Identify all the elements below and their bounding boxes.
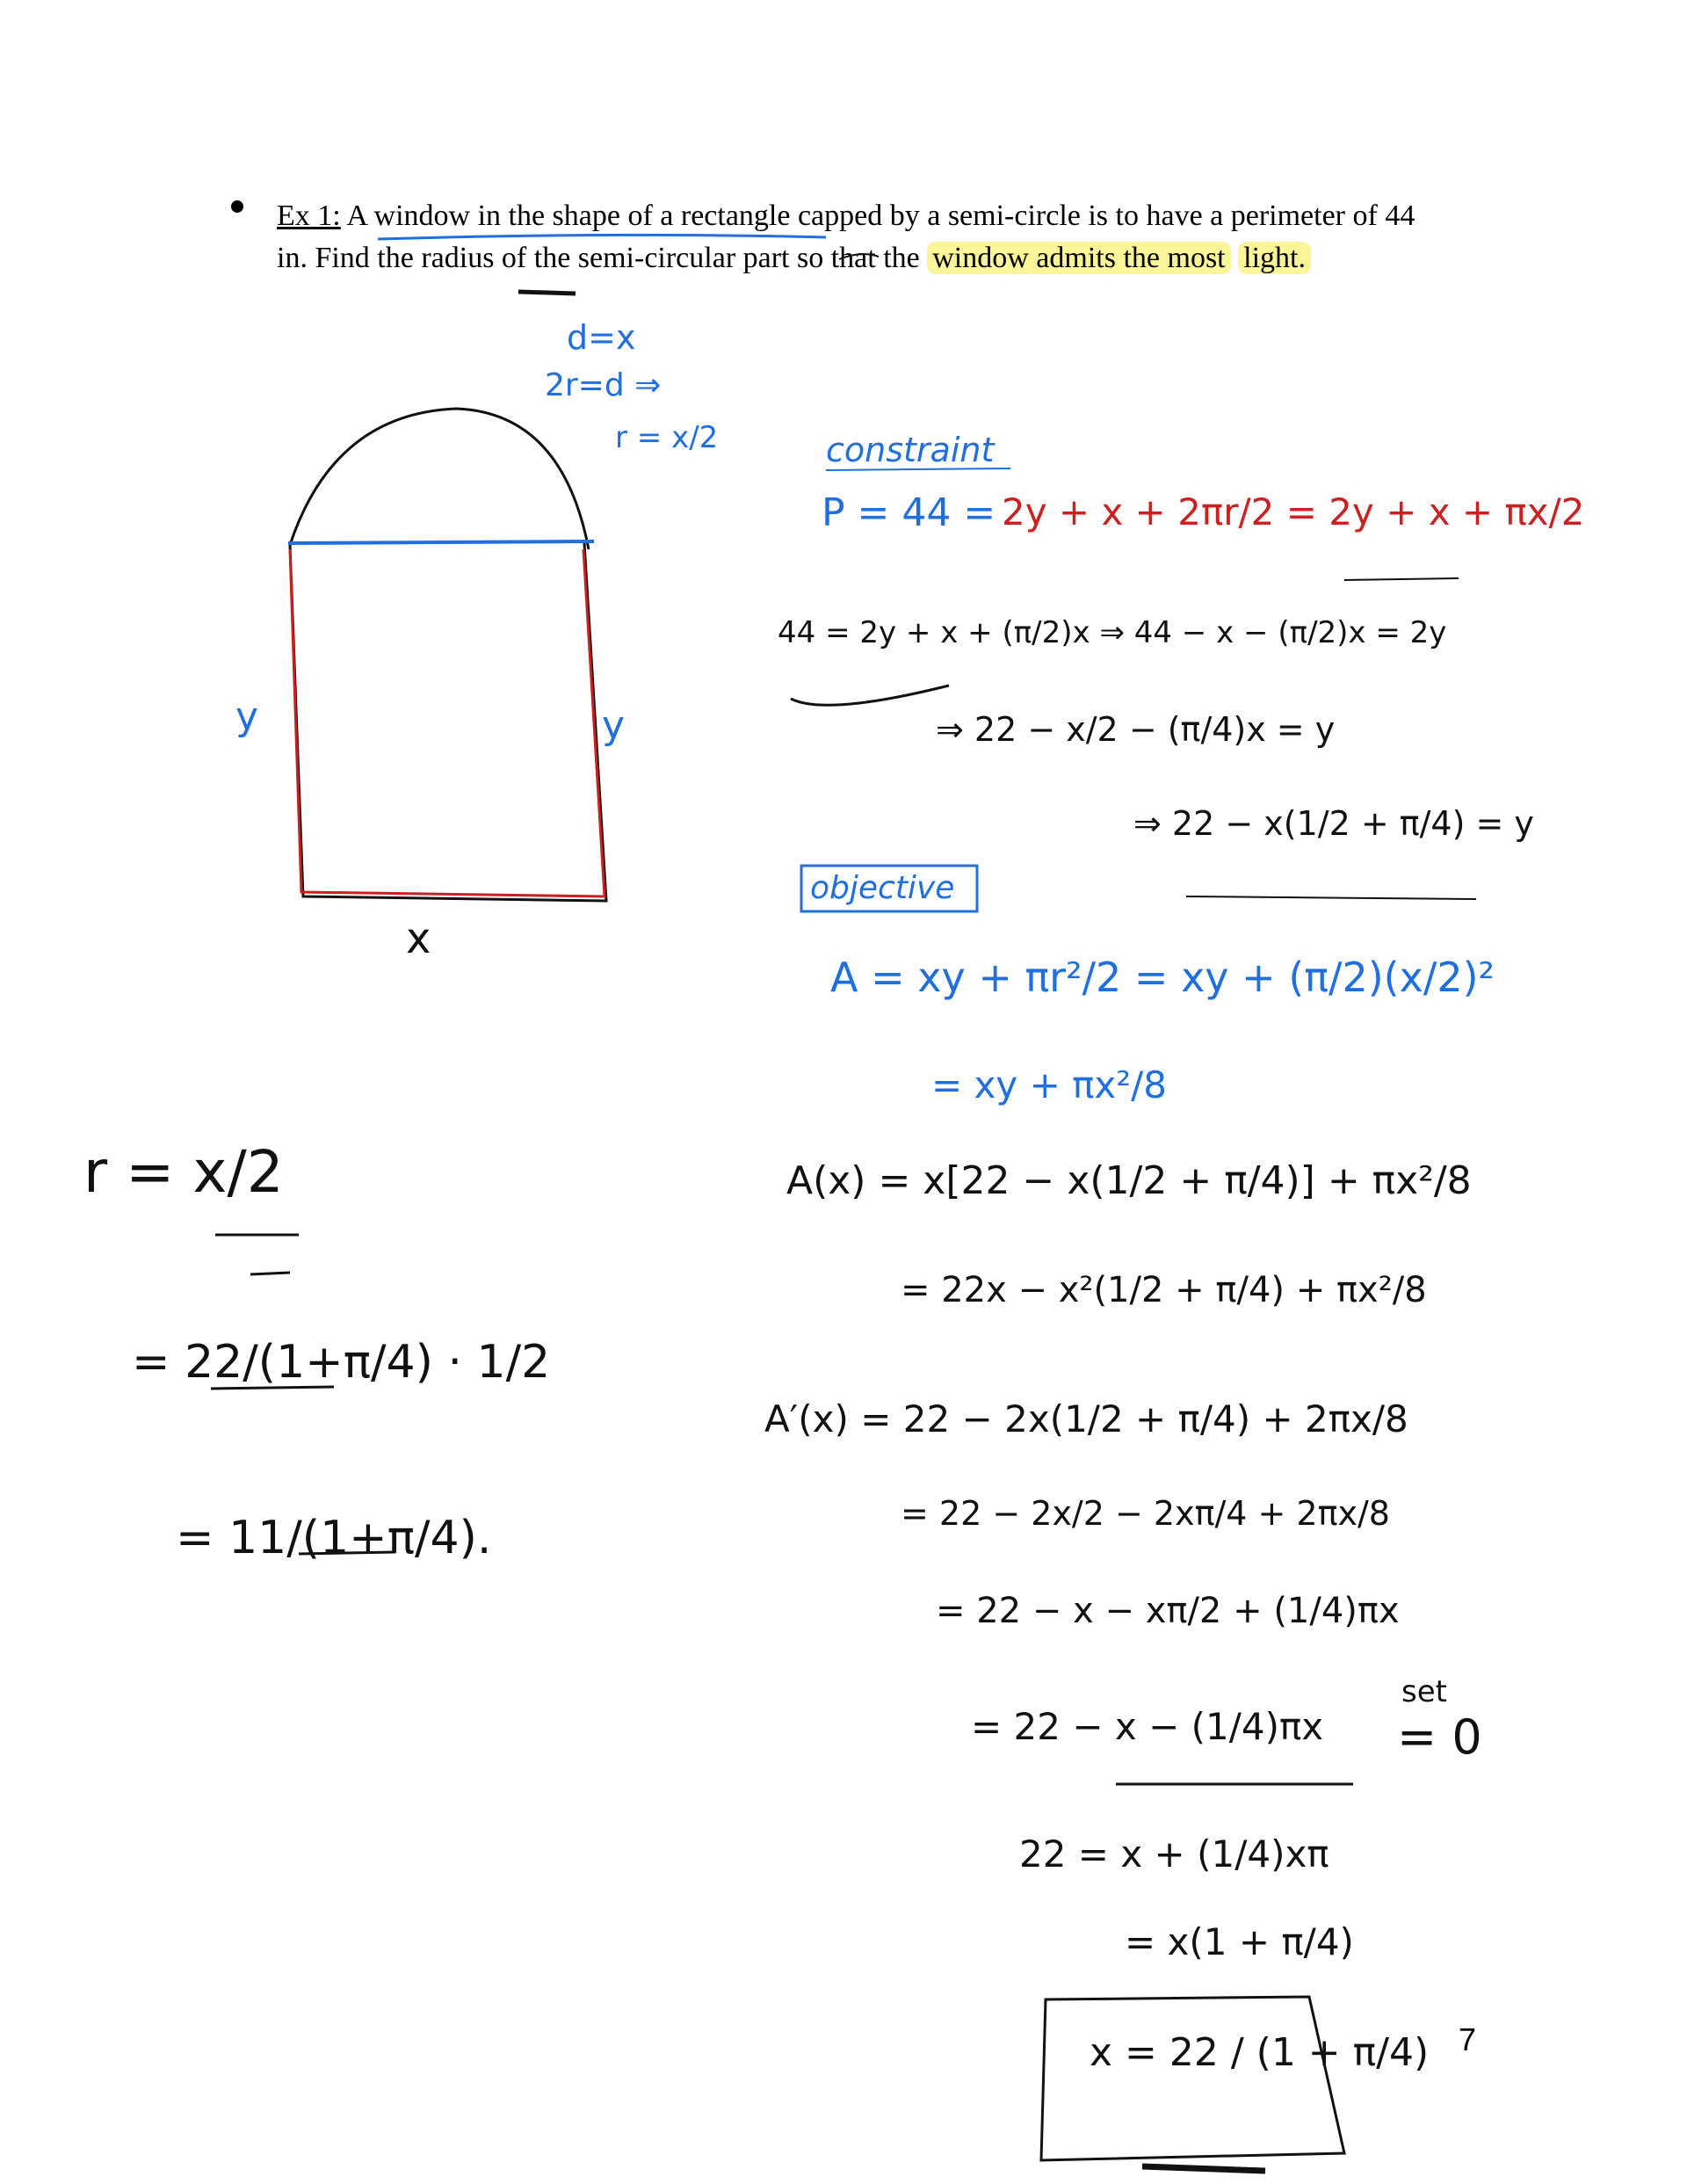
label-left-y: y: [235, 694, 259, 739]
derivative-line2: = 22 − 2x/2 − 2xπ/4 + 2πx/8: [901, 1494, 1390, 1533]
highlight-light: light.: [1238, 242, 1311, 274]
radius-line2: = 22/(1+π/4) · 1/2: [132, 1336, 551, 1389]
constraint-line3: ⇒ 22 − x/2 − (π/4)x = y: [936, 710, 1336, 749]
derivative-line1: A′(x) = 22 − 2x(1/2 + π/4) + 2πx/8: [764, 1397, 1408, 1440]
answer-x: x = 22 / (1 + π/4): [1090, 2030, 1430, 2075]
objective-line2: = xy + πx²/8: [931, 1063, 1167, 1107]
window-arch: [290, 409, 589, 549]
set-label: set: [1401, 1674, 1447, 1709]
note-d-equals-x: d=x: [567, 318, 636, 357]
derivative-line4: = 22 − x − (1/4)πx: [971, 1705, 1324, 1748]
constraint-line1-blue: P = 44 =: [822, 490, 996, 535]
set-value: = 0: [1397, 1709, 1482, 1765]
solve-line1: 22 = x + (1/4)xπ: [1019, 1832, 1329, 1876]
area-function-line2: = 22x − x²(1/2 + π/4) + πx²/8: [901, 1270, 1427, 1310]
constraint-line4: ⇒ 22 − x(1/2 + π/4) = y: [1133, 804, 1534, 843]
problem-text: A window in the shape of a rectangle capped by a semi-circle is to have a perimeter of 44 in. Find the radius of the semi-circular part so that the: [277, 200, 1415, 274]
label-right-y: y: [602, 703, 626, 748]
constraint-line1-red: 2y + x + 2πr/2 = 2y + x + πx/2: [1002, 490, 1585, 533]
example-label: Ex 1:: [277, 200, 341, 232]
page-number: 7: [1458, 2021, 1476, 2057]
radius-line3: = 11/(1+π/4).: [176, 1512, 492, 1564]
label-bottom-x: x: [406, 914, 431, 963]
note-r-equals-x-half: r = x/2: [615, 420, 719, 455]
window-top-edge: [288, 541, 594, 543]
area-function-line1: A(x) = x[22 − x(1/2 + π/4)] + πx²/8: [786, 1158, 1472, 1203]
window-perimeter-red: [290, 549, 605, 896]
objective-line1: A = xy + πr²/2 = xy + (π/2)(x/2)²: [830, 954, 1495, 1001]
note-2r-equals-d: 2r=d ⇒: [545, 367, 662, 403]
answer-box: [1041, 1997, 1344, 2160]
objective-heading: objective: [810, 870, 955, 906]
solve-line2: = x(1 + π/4): [1125, 1920, 1354, 1963]
constraint-heading: constraint: [826, 431, 995, 469]
highlight-window-admits: window admits the most: [927, 242, 1230, 274]
constraint-line2: 44 = 2y + x + (π/2)x ⇒ 44 − x − (π/2)x = 2y: [778, 615, 1447, 650]
radius-line1: r = x/2: [83, 1138, 284, 1206]
derivative-line3: = 22 − x − xπ/2 + (1/4)πx: [936, 1591, 1400, 1631]
